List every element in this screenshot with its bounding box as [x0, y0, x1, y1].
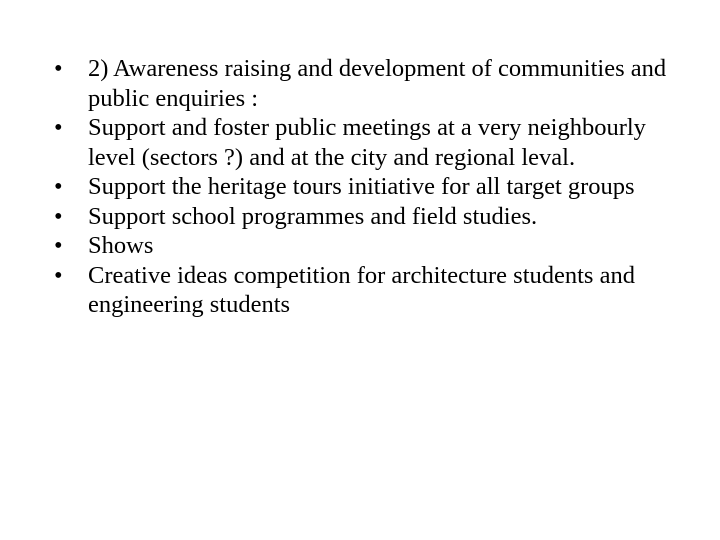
bullet-text: Support and foster public meetings at a very neighbourly level (sectors ?) and at the city and regional leval.	[88, 114, 646, 171]
bullet-text: 2) Awareness raising and development of communities and public enquiries :	[88, 55, 667, 112]
bullet-text: Creative ideas competition for architecture students and engineering students	[88, 261, 635, 318]
bullet-icon: •	[54, 55, 63, 82]
bullet-icon: •	[54, 114, 63, 141]
bullet-item-heritage-tours	[54, 172, 674, 202]
bullet-icon: •	[54, 173, 63, 200]
bullet-item-awareness	[54, 54, 674, 113]
bullet-item-creative-ideas	[54, 261, 674, 320]
bullet-icon: •	[54, 261, 63, 289]
bullet-text: Support the heritage tours initiative for all target groups	[88, 173, 635, 200]
bullet-item-public-meetings	[54, 113, 674, 172]
bullet-item-school-programmes	[54, 202, 674, 232]
bullet-item-shows	[54, 231, 674, 261]
bullet-icon: •	[54, 232, 63, 259]
bullet-list	[54, 54, 674, 320]
bullet-text: Shows	[88, 232, 154, 259]
bullet-icon: •	[54, 202, 63, 230]
bullet-text: Support school programmes and field studies.	[88, 202, 538, 230]
